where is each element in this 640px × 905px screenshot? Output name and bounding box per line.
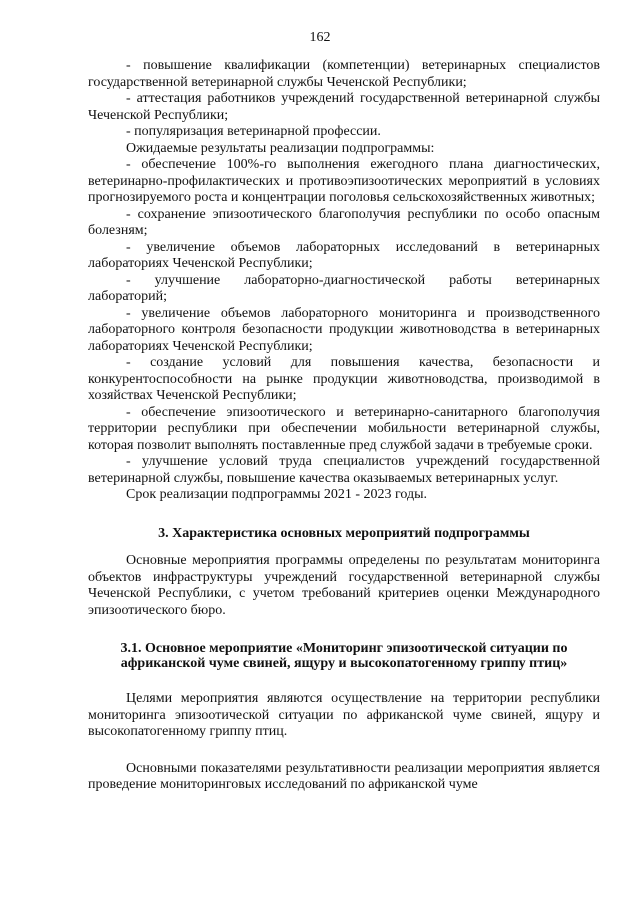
section-3-1-paragraph-indicators: Основными показателями результативности реализации мероприятия является проведение мониторинговых исследований по африканской чуме xyxy=(88,760,600,792)
page-number: 162 xyxy=(309,30,331,45)
section-3-1-heading: 3.1. Основное мероприятие «Мониторинг эпизоотической ситуации по африканской чуме свиней, ящуру и высокопатогенному гриппу птиц» xyxy=(120,641,568,671)
section-3-1-paragraph-goals: Целями мероприятия являются осуществление на территории республики мониторинга эпизоотической ситуации по африканской чуме свиней, ящуру и высокопатогенному гриппу птиц. xyxy=(88,691,600,739)
page-content xyxy=(88,58,600,794)
expected-results-heading: Ожидаемые результаты реализации подпрограммы: xyxy=(126,140,435,156)
list-item: - сохранение эпизоотического благополучия республики по особо опасным болезням; xyxy=(88,206,600,238)
section-3-paragraph: Основные мероприятия программы определены по результатам мониторинга объектов инфраструктуры учреждений государственной ветеринарной службы Чеченской Республики, с учетом требований критериев оценки Международного эпизоотического бюро. xyxy=(88,553,600,618)
list-item: - увеличение объемов лабораторных исследований в ветеринарных лабораториях Чеченской Республики; xyxy=(88,239,600,271)
list-item: - аттестация работников учреждений государственной ветеринарной службы Чеченской Республики; xyxy=(88,91,600,123)
list-item: - популяризация ветеринарной профессии. xyxy=(126,124,381,139)
section-3-heading: 3. Характеристика основных мероприятий подпрограммы xyxy=(158,525,530,541)
list-item: - обеспечение 100%-го выполнения ежегодного плана диагностических, ветеринарно-профилактических и противоэпизоотических мероприятий в условиях прогнозируемого роста и концентрации поголовья сельскохозяйственных животных; xyxy=(88,157,600,205)
list-item: - улучшение лабораторно-диагностической работы ветеринарных лабораторий; xyxy=(88,272,600,304)
list-item: - улучшение условий труда специалистов учреждений государственной ветеринарной службы, повышение качества оказываемых ветеринарных услуг. xyxy=(88,454,600,486)
list-item: - создание условий для повышения качества, безопасности и конкурентоспособности на рынке продукции животноводства, производимой в хозяйствах Чеченской Республики; xyxy=(88,355,600,403)
term-paragraph: Срок реализации подпрограммы 2021 - 2023 годы. xyxy=(126,487,428,502)
list-item: - увеличение объемов лабораторного мониторинга и производственного лабораторного контроля безопасности продукции животноводства в ветеринарных лабораториях Чеченской Республики; xyxy=(88,305,600,354)
list-item: - повышение квалификации (компетенции) ветеринарных специалистов государственной ветеринарной службы Чеченской Республики; xyxy=(88,58,600,90)
list-item: - обеспечение эпизоотического и ветеринарно-санитарного благополучия территории республики при обеспечении мобильности ветеринарной службы, которая позволит выполнять поставленные пред службой задачи в требуемые сроки. xyxy=(88,404,600,453)
